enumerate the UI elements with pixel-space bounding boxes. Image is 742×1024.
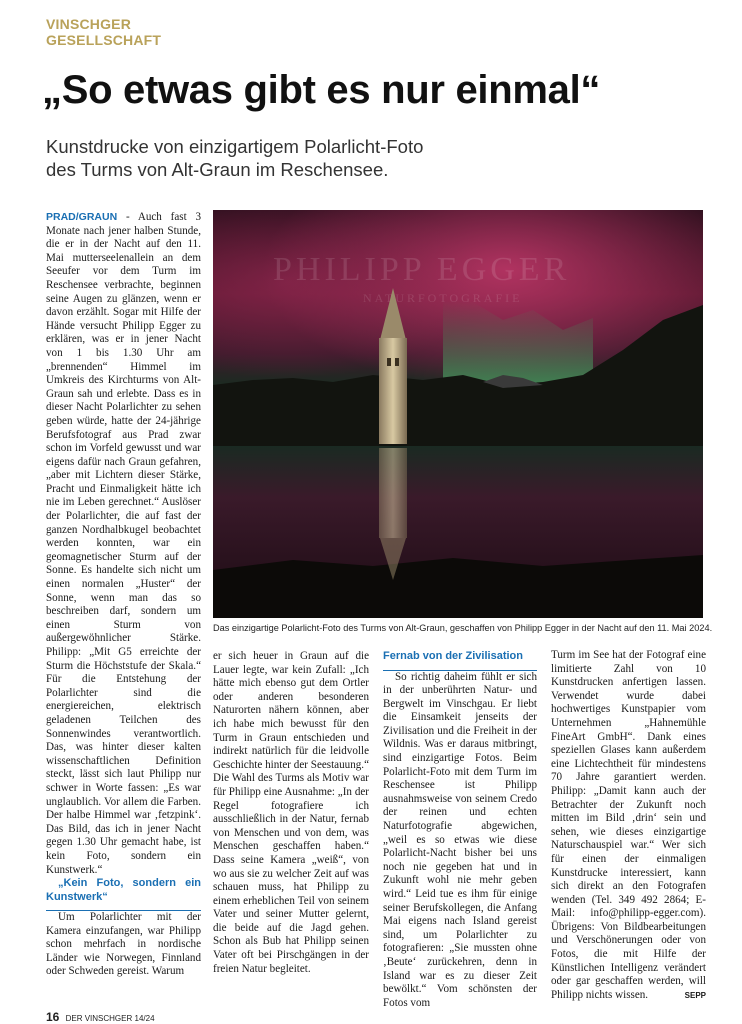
publication-issue: DER VINSCHGER 14/24: [65, 1014, 155, 1023]
column-3-paragraph-1: So richtig daheim fühlt er sich in der unberührten Natur- und Bergwelt im Vinschgau. Er liebt die Einsamkeit jenseits der Zivilisation und die Freiheit in der Wildnis. Was er daraus mitbringt, sind einzigartige Fotos. Beim Polarlicht-Foto mit dem Turm im Reschensee ist Philipp ausnahmsweise von seinem Credo der reinen und echten Naturfotografie abgewichen, „weil es so etwas wie diese Polarlicht-Nacht bisher bei uns noch nie gegeben hat und in Zukunft wohl nie mehr geben wird.“ Leid tue es ihm für einige seiner Berufskollegen, die Anfang Mai eigens nach Island gereist sind, um Polarlichter zu fotografieren: „Sie mussten ohne ‚Beute‘ zurückehren, denn in Island war es zu dieser Zeit bewölkt.“ Vom schönsten der Fotos vom: [383, 670, 537, 1009]
subheadline-line-2: des Turms von Alt-Graun im Reschensee.: [46, 159, 389, 180]
column-1-paragraph-1: - Auch fast 3 Monate nach jener halben Stunde, die er in der Nacht auf den 11. Mai mutterseelenallein an dem Seeufer vor dem Turm im Reschensee verbrachte, beginnen seine Augen zu glänzen, wenn er davon erzählt. Sogar mit Hilfe der Hände versucht Philipp Egger zu erklären, was er in jener Nacht von 1 bis 1.30 Uhr am „brennenden“ Himmel im Umkreis des Kirchturms von Alt-Graun sah und erlebte. Dass es in dieser Nacht Polarlichter zu sehen geben würde, hatte der 24-jährige Berufsfotograf aus Prad zwar schon im Vorfeld gewusst und war eigens dafür nach Graun gefahren, „aber mit Lichtern dieser Stärke, Pracht und Einmaligkeit hätte ich nie im Leben gerechnet.“ Auslöser der Polarlichter, die auf fast der ganzen Nordhalbkugel beobachtet werden konnten, war ein geomagnetischer Sturm auf der Sonne. Es handelte sich nicht um einen normalen „Huster“ der Sonne, wenn man das so beschreiben darf, sondern um einen Sturm von außergewöhnlicher Stärke. Philipp: „Mit G5 erreichte der Sturm die Höchststufe der Skala.“ Für die Entstehung der Polarlichter sind die energiereichen, elektrisch geladenen Teilchen des Sonnenwindes verantwortlich. Das, was hinter dieser kalten wissenschaftlichen Definition steckt, lässt sich laut Philipp nur schwer in Worte fassen: „Es war unglaublich. Vor allem die Farben. Der halbe Himmel war ‚fetzpink‘. Das Bild, das ich in jener Nacht gegen 1.30 Uhr gemacht habe, ist kein Foto, sondern ein Kunstwerk.“: [46, 211, 201, 876]
article-column-4: [551, 649, 706, 1002]
headline: „So etwas gibt es nur einmal“: [42, 68, 601, 112]
subheading-kunstwerk: „Kein Foto, sondern ein Kunstwerk“: [46, 877, 201, 911]
subheadline: [46, 135, 646, 181]
section-kicker: [46, 16, 161, 48]
column-1-paragraph-2: Um Polarlichter mit der Kamera einzufangen, war Philipp schon mehrfach in nordische Länder wie Norwegen, Finnland oder Schweden gereist. Warum: [46, 911, 201, 978]
kicker-line-1: VINSCHGER: [46, 16, 132, 32]
author-signature: SEPP: [684, 990, 706, 1000]
aurora-tower-image: [213, 210, 703, 618]
photo-caption: Das einzigartige Polarlicht-Foto des Turms von Alt-Graun, geschaffen von Philipp Egger in der Nacht auf den 11. Mai 2024.: [213, 623, 713, 633]
watermark-sub: NATURFOTOGRAFIE: [363, 291, 523, 305]
page-footer: [46, 1010, 155, 1024]
column-2-paragraph-1: er sich heuer in Graun auf die Lauer legte, war kein Zufall: „Ich hätte mich ebenso gut dem Ortler oder anderen besonderen Naturorten nähern können, aber ich habe mich bewusst für den Turm in Graun entschieden und indirekt natürlich für die leidvolle Geschichte hinter der Seestauung.“ Die Wahl des Turms als Motiv war für Philipp eine Ausnahme: „In der Regel fotografiere ich ausschließlich in der Natur, fernab von Menschen und von dem, was Menschen geschaffen haben.“ Dass seine Kamera „weiß“, von wo aus sie zu welcher Zeit auf was schauen muss, hat Philipp zu einem erheblichen Teil von seinem Vater und seiner Mutter gelernt, die beide auf die Jagd gehen. Schon als Bub hat Philipp seinen Vater oft bei Pirschgängen in der freien Natur begleitet.: [213, 650, 369, 975]
kicker-line-2: GESELLSCHAFT: [46, 32, 162, 48]
column-4-paragraph-1: Turm im See hat der Fotograf eine limitierte Zahl von 10 Kunstdrucken anfertigen lassen. Verwendet wurde dabei hochwertiges Kunstpapier vom Unternehmen „Hahnemühle FineArt GmbH“. Dank eines speziellen Glases kann außerdem eine Lichtechtheit für mindestens 70 Jahre garantiert werden. Philipp: „Damit kann auch der Betrachter der Zukunft noch mitten im Bild ‚drin‘ sein und sehen, wie dieses einzigartige Naturschauspiel war.“ Wer sich für einen der einmaligen Kunstdrucke interessiert, kann sich direkt an den Fotografen wenden (Tel. 349 492 2864; E-Mail: info@philipp-egger.com). Übrigens: Von Bildbearbeitungen und Verschönerungen oder von Fotos, die mit Hilfe der Künstlichen Intelligenz verändert oder gar geschaffen werden, will Philipp nichts wissen.: [551, 649, 706, 1001]
subheadline-line-1: Kunstdrucke von einzigartigem Polarlicht-Foto: [46, 136, 424, 157]
dateline-location: PRAD/GRAUN: [46, 211, 118, 223]
subheading-zivilisation: Fernab von der Zivilisation: [383, 650, 537, 671]
article-column-1: [46, 211, 201, 979]
article-column-3: [383, 650, 537, 1010]
page-number: 16: [46, 1010, 60, 1024]
aurora-photo: [213, 210, 703, 618]
watermark: PHILIPP EGGER: [273, 251, 571, 288]
article-column-2: [213, 650, 369, 976]
